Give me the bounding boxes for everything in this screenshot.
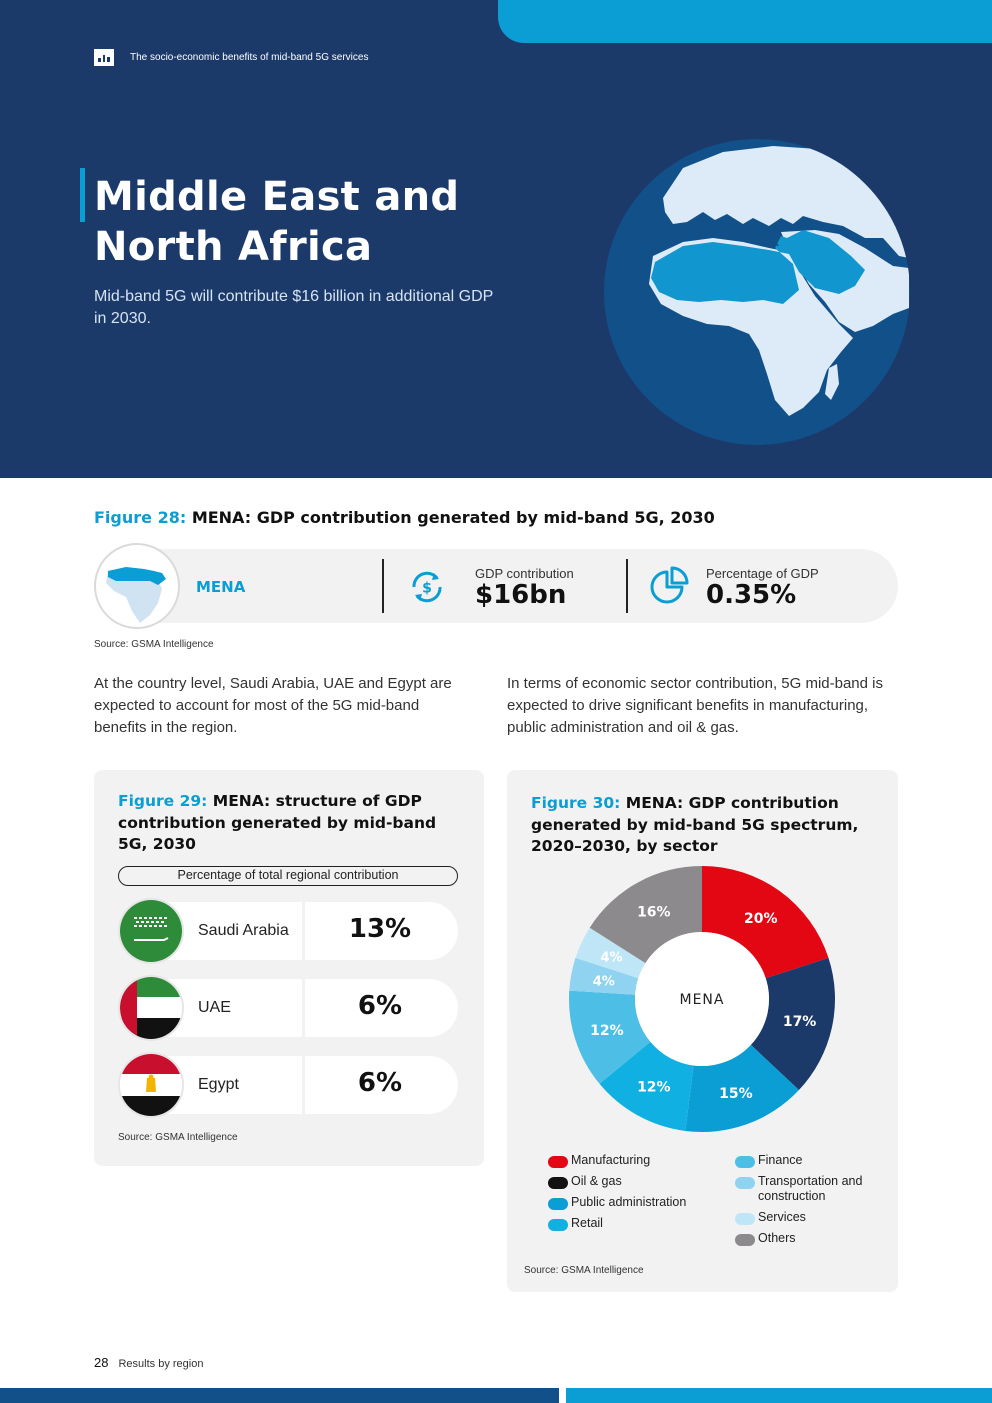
legend-swatch <box>735 1234 755 1246</box>
pct-value: 0.35% <box>706 580 797 610</box>
region-label: MENA <box>196 578 246 596</box>
footer-bar-dark <box>0 1388 559 1403</box>
running-title: The socio-economic benefits of mid-band 5G services <box>130 52 369 63</box>
legend-swatch <box>548 1177 568 1189</box>
donut-center-label: MENA <box>679 992 725 1008</box>
legend-item <box>548 1195 686 1216</box>
figure30-heading <box>531 793 881 858</box>
saudi-flag-icon <box>118 898 184 964</box>
footer-bar-light <box>566 1388 992 1403</box>
figure28-heading <box>94 508 715 527</box>
country-value: 13% <box>348 914 412 944</box>
legend-swatch <box>548 1156 568 1168</box>
legend-swatch <box>735 1213 755 1225</box>
donut-data-label: 15% <box>719 1086 753 1103</box>
legend-swatch <box>548 1198 568 1210</box>
page-title: Middle East and North Africa <box>94 174 460 270</box>
legend-label: Retail <box>571 1216 603 1230</box>
legend-label: Oil & gas <box>571 1174 622 1188</box>
legend-item <box>735 1231 875 1252</box>
country-name: UAE <box>198 999 231 1016</box>
legend-item <box>735 1174 875 1210</box>
figure29-source: Source: GSMA Intelligence <box>118 1132 238 1143</box>
donut-data-label: 16% <box>637 904 671 921</box>
legend-item <box>735 1210 875 1231</box>
svg-text:$: $ <box>422 580 432 597</box>
egypt-flag-icon <box>118 1052 184 1118</box>
legend-label: Others <box>758 1231 796 1245</box>
running-header <box>94 49 368 66</box>
legend-item <box>735 1153 875 1174</box>
legend-label: Public administration <box>571 1195 687 1209</box>
legend-swatch <box>548 1219 568 1231</box>
country-value: 6% <box>357 991 403 1021</box>
kpi-divider <box>626 559 628 613</box>
header-tab-accent <box>498 0 992 43</box>
country-name: Egypt <box>198 1076 239 1093</box>
globe-icon <box>603 138 911 446</box>
figure30-label: Figure 30: <box>531 794 621 812</box>
page-subtitle: Mid-band 5G will contribute $16 billion in additional GDP in 2030. <box>94 288 494 327</box>
legend-swatch <box>735 1177 755 1189</box>
paragraph-right: In terms of economic sector contribution, 5G mid-band is expected to drive significant benefits in manufacturing, public administration and oil & gas. <box>507 675 883 736</box>
country-name: Saudi Arabia <box>198 922 289 939</box>
figure29-heading <box>118 791 468 856</box>
figure29-label: Figure 29: <box>118 792 208 810</box>
legend-item <box>548 1216 686 1237</box>
donut-data-label: 4% <box>600 950 623 966</box>
donut-data-label: 12% <box>637 1079 671 1096</box>
page-number: 28 <box>94 1355 109 1370</box>
legend-swatch <box>735 1156 755 1168</box>
mena-map <box>94 543 180 629</box>
uae-flag-icon <box>118 975 184 1041</box>
legend-label: Finance <box>758 1153 803 1167</box>
kpi-divider <box>382 559 384 613</box>
paragraph-left: At the country level, Saudi Arabia, UAE and Egypt are expected to account for most of the 5G mid-band benefits in the region. <box>94 675 452 736</box>
figure28-source: Source: GSMA Intelligence <box>94 639 214 650</box>
figure30-title: MENA: GDP contribution generated by mid-band 5G spectrum, 2020–2030, by sector <box>531 794 859 855</box>
donut-data-label: 20% <box>744 911 778 928</box>
legend-item <box>548 1153 686 1174</box>
page-footer <box>94 1355 203 1370</box>
legend-label: Services <box>758 1210 806 1224</box>
donut-data-label: 17% <box>782 1013 817 1030</box>
figure29-title: MENA: structure of GDP contribution generated by mid-band 5G, 2030 <box>118 792 437 853</box>
figure28-title: MENA: GDP contribution generated by mid-band 5G, 2030 <box>191 508 715 527</box>
mena-map-icon <box>96 545 180 629</box>
country-row-saudi-arabia <box>118 902 458 960</box>
donut-chart <box>562 860 842 1140</box>
legend-item <box>548 1174 686 1195</box>
figure29-caption: Percentage of total regional contribution <box>118 866 458 886</box>
title-accent-bar <box>80 168 85 222</box>
country-row-uae <box>118 979 458 1037</box>
pie-chart-icon <box>648 564 692 608</box>
gdp-caption: GDP contribution <box>475 566 574 581</box>
dollar-cycle-icon <box>404 564 450 610</box>
pct-caption: Percentage of GDP <box>706 566 819 581</box>
legend-label: Manufacturing <box>571 1153 651 1167</box>
header-banner <box>0 0 992 478</box>
legend-left <box>548 1153 686 1237</box>
gsma-logo-icon <box>94 49 114 66</box>
donut-data-label: 4% <box>592 974 615 990</box>
donut-data-label: 12% <box>590 1022 624 1039</box>
legend-label: Transportation and construction <box>758 1174 863 1203</box>
country-value: 6% <box>357 1068 403 1098</box>
footer-section: Results by region <box>118 1358 204 1370</box>
figure30-source: Source: GSMA Intelligence <box>524 1265 644 1276</box>
gdp-value: $16bn <box>475 580 567 610</box>
legend-right <box>735 1153 875 1252</box>
country-row-egypt <box>118 1056 458 1114</box>
figure28-label: Figure 28: <box>94 508 187 527</box>
